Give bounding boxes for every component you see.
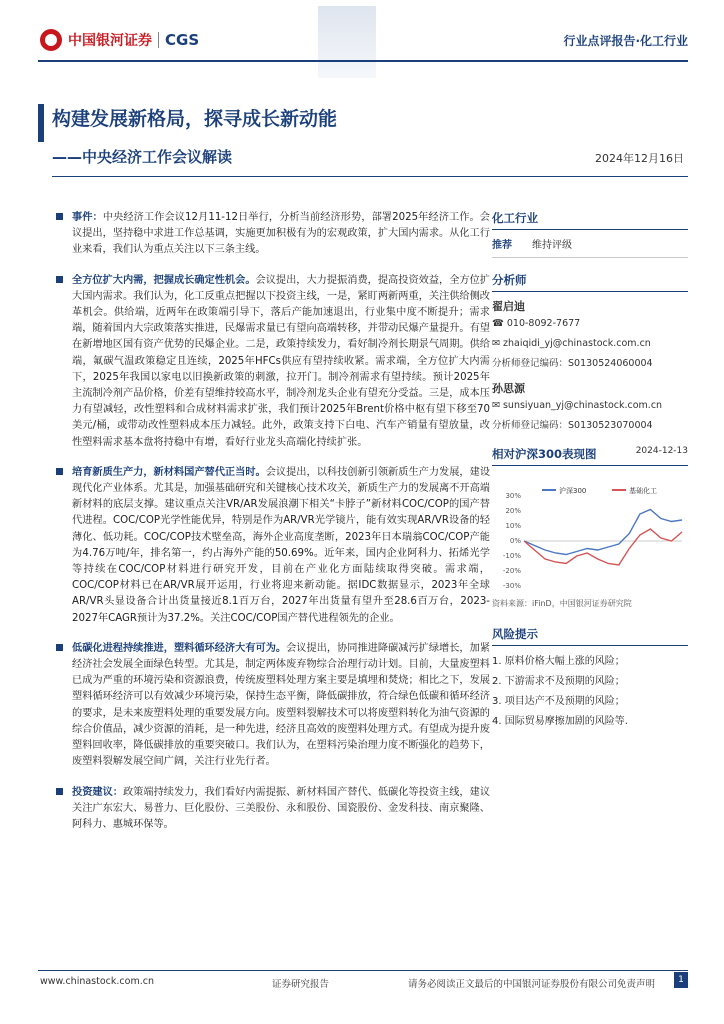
paragraph-text: 中央经济工作会议12月11-12日举行，分析当前经济形势，部署2025年经济工作。会议提出，坚持稳中求进工作总基调，实施更加积极有为的宏观政策，扩大国内需求。从化工行业来看，我们认为重点关注以下三条主线。 [72, 212, 490, 256]
analyst-name: 孙思源 [492, 382, 525, 395]
y-tick-label: 20% [505, 507, 521, 515]
rating-row [492, 230, 688, 258]
paragraph [72, 273, 490, 451]
analyst-name: 翟启迪 [492, 300, 525, 313]
y-tick-label: -30% [502, 582, 521, 590]
analyst-email[interactable]: ✉ sunsiyuan_yj@chinastock.com.cn [492, 400, 663, 411]
paragraph [72, 641, 490, 771]
y-tick-label: -20% [502, 567, 521, 575]
header-rule [38, 60, 688, 62]
bullet-icon [56, 644, 63, 651]
chart-title: 相对沪深300表现图 [492, 447, 597, 461]
title-accent-bar [38, 104, 44, 142]
risk-item: 3. 项目达产不及预期的风险； [492, 696, 625, 707]
rating-value: 维持评级 [532, 240, 572, 251]
risk-item: 1. 原料价格大幅上涨的风险； [492, 656, 625, 667]
analyst-heading: 分析师 [492, 272, 688, 292]
series-line [524, 529, 682, 565]
bullet-icon [56, 276, 63, 283]
paragraph [72, 785, 490, 834]
header-watermark [318, 6, 376, 78]
bullet-icon [56, 788, 63, 795]
risk-item: 2. 下游需求不及预期的风险； [492, 676, 625, 687]
chart-date: 2024-12-13 [635, 446, 688, 456]
paragraph-text: 会议提出，以科技创新引领新质生产力发展，建设现代化产业体系。尤其是，加强基础研究和关键核心技术攻关，新质生产力的发展离不开高端新材料的底层支撑。建议重点关注VR/AR发展浪潮下相关“卡脖子”新材料COC/COP的国产替代进程。COC/COP光学性能优异，特别是作为AR/VR光学镜片，能有效实现AR/VR设备的轻薄化、低功耗。COC/COP技术壁垒高，海外企业高度垄断，2023年日本瑞翁COC/COP产能为4.76万吨/年，排名第一，约占海外产能的50.69%。近年来，国内企业阿科力、拓烯光学等持续在COC/COP材料进行研究开发，目前在产业化方面陆续取得突破。需求端，COC/COP材料已在AR/VR展开运用，行业将迎来新动能。据IDC数据显示，2023年全球AR/VR头显设备合计出货量接近8.1百万台，2027年出货量有望升至28.6百万台，2023-2027年CAGR预计为37.2%。关注COC/COP国产替代进程领先的企业。 [72, 466, 491, 624]
page-title: 构建发展新格局，探寻成长新动能 [52, 108, 338, 130]
paragraph-text: 会议提出，大力提振消费，提高投资效益，全方位扩大国内需求。我们认为，化工反重点把握以下投资主线，一是，紧盯两新两重，关注供给侧改革机会。供给端，近两年在政策端引导下，落后产能加速退出，行业集中度不断提升；需求端，随着国内大宗政策落实推进，民爆需求量已有望向高端转移，并带动民爆产量提升。有望在新增地区国有资产优势的民爆企业。二是，政策持续发力，看好制冷剂长期景气周期。供给端，氟碳气温政策稳定且连续，2025年HFCs供应有望持续收紧。需求端，全方位扩大内需下，2025年我国以家电以旧换新政策的刺激，拉开门。制冷剂需求有望持续。预计2025年主流制冷剂产品价格，价差有望维持较高水平，制冷剂龙头企业有望充分受益。三是，成本压力有望减轻，改性塑料和合成材料需求扩张，我们预计2025年Brent价格中枢有望下移至70美元/桶，或带动改性塑料成本压力减轻。此外，政策支持下白电、汽车产销量有望放量，改性塑料需求基本盘将持稳中有增，看好行业龙头高端化持续扩张。 [72, 274, 490, 448]
main-body [72, 210, 490, 847]
risk-list [492, 652, 688, 732]
chart-heading [492, 446, 688, 466]
legend-label: 基础化工 [629, 487, 657, 495]
brand-name-en: CGS [165, 31, 200, 49]
analyst-phone: ☎ 010-8092-7677 [492, 318, 581, 329]
risk-section [492, 626, 688, 732]
risk-heading: 风险提示 [492, 626, 688, 646]
sidebar [492, 210, 688, 466]
paragraph-lead: 全方位扩大内需，把握成长确定性机会。 [72, 274, 256, 286]
bullet-icon [56, 213, 63, 220]
series-line [524, 510, 682, 555]
paragraph [72, 465, 490, 627]
analyst-cert: 分析师登记编码：S0130523070004 [492, 420, 653, 431]
paragraph-lead: 培育新质生产力，新材料国产替代正当时。 [72, 466, 266, 478]
rating-label: 推荐 [492, 240, 512, 251]
paragraph-lead: 低碳化进程持续推进，塑料循环经济大有可为。 [72, 642, 287, 654]
brand-logo-icon [40, 29, 62, 51]
brand-name-cn: 中国银河证券 [68, 33, 152, 49]
legend-label: 沪深300 [559, 487, 587, 495]
analyst-cert: 分析师登记编码：S0130524060004 [492, 358, 653, 369]
footer-url[interactable]: www.chinastock.com.cn [40, 976, 154, 987]
y-tick-label: 30% [505, 492, 521, 500]
chart-svg [492, 486, 688, 596]
y-tick-label: -10% [502, 552, 521, 560]
email-link[interactable]: zhaiqidi_yj@chinastock.com.cn [502, 338, 651, 349]
brand-logo [40, 28, 199, 52]
paragraph-text: 会议提出，协同推进降碳减污扩绿增长，加紧经济社会发展全面绿色转型。尤其是，制定两体废弃物综合治理行动计划。目前，大量废塑料已成为严重的环境污染和资源浪费，传统废塑料处理方案主要是填埋和焚烧；相比之下，发展塑料循环经济可以有效减少环境污染，保持生态平衡，降低碳排放，符合绿色低碳和循环经济的要求，是未来废塑料处理的重要发展方向。废塑料裂解技术可以将废塑料转化为油气资源的综合价值品，减少资源的消耗，是一种先进，经济且高效的废塑料处理方式。有望成为提升废塑料回收率，降低碳排放的重要突破口。我们认为，在塑料污染治理力度不断强化的趋势下，废塑料裂解发展空间广阔，关注行业先行者。 [72, 642, 491, 768]
performance-chart [492, 486, 688, 596]
y-tick-label: 0% [509, 537, 521, 545]
footer-label: 证券研究报告 [272, 979, 330, 990]
paragraph-text: 政策端持续发力，我们看好内需提振、新材料国产替代、低碳化等投资主线，建议关注广东宏大、易普力、巨化股份、三美股份、永和股份、国瓷股份、金发科技、南京聚隆、阿科力、惠城环保等。 [72, 786, 491, 830]
report-date: 2024年12月16日 [595, 152, 684, 165]
phone-text: 010-8092-7677 [506, 318, 581, 329]
analyst-email[interactable]: ✉ zhaiqidi_yj@chinastock.com.cn [492, 338, 651, 349]
divider [158, 32, 159, 48]
report-type: 行业点评报告·化工行业 [563, 34, 688, 48]
paragraph-lead: 事件： [72, 212, 103, 223]
bullet-icon [56, 468, 63, 475]
footer-rule [38, 970, 688, 971]
paragraph-lead: 投资建议： [72, 786, 123, 798]
section-rule [52, 176, 688, 177]
y-tick-label: 10% [505, 522, 521, 530]
email-link[interactable]: sunsiyuan_yj@chinastock.com.cn [502, 400, 663, 411]
risk-item: 4. 国际贸易摩擦加剧的风险等. [492, 716, 628, 727]
page-subtitle: ——中央经济工作会议解读 [52, 148, 233, 166]
footer-disclaimer: 请务必阅读正文最后的中国银河证券股份有限公司免责声明 [408, 979, 656, 990]
chart-source: 资料来源：iFinD，中国银河证券研究院 [492, 599, 632, 608]
page-number: 1 [674, 972, 688, 988]
paragraph [72, 210, 490, 259]
industry-heading: 化工行业 [492, 210, 688, 230]
